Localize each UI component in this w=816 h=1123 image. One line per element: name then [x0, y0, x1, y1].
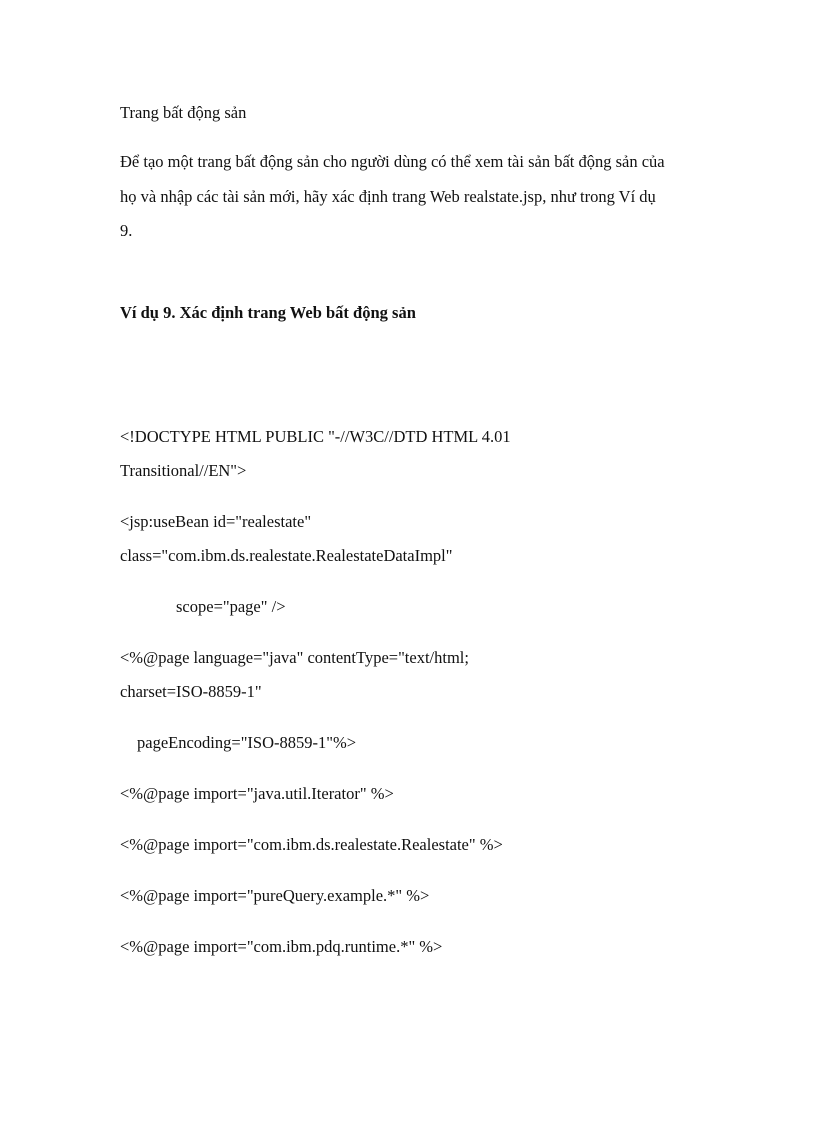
- code-usebean-line-3: scope="page" />: [176, 597, 286, 616]
- example-heading: Ví dụ 9. Xác định trang Web bất động sản: [120, 303, 416, 322]
- code-import-line-1: <%@page import="java.util.Iterator" %>: [120, 784, 394, 803]
- code-import-line-2: <%@page import="com.ibm.ds.realestate.Realestate" %>: [120, 835, 503, 854]
- code-doctype-line-1: <!DOCTYPE HTML PUBLIC "-//W3C//DTD HTML 4.01: [120, 427, 511, 446]
- intro-line-2: họ và nhập các tài sản mới, hãy xác định trang Web realstate.jsp, như trong Ví dụ: [120, 187, 656, 206]
- intro-line-1: Để tạo một trang bất động sản cho người dùng có thể xem tài sản bất động sản của: [120, 152, 665, 171]
- code-page-line-2: charset=ISO-8859-1": [120, 682, 262, 701]
- code-usebean-line-2: class="com.ibm.ds.realestate.RealestateDataImpl": [120, 546, 453, 565]
- code-doctype-line-2: Transitional//EN">: [120, 461, 247, 480]
- code-import-line-4: <%@page import="com.ibm.pdq.runtime.*" %>: [120, 937, 443, 956]
- intro-line-3: 9.: [120, 221, 133, 240]
- section-title: Trang bất động sản: [120, 103, 247, 122]
- code-import-line-3: <%@page import="pureQuery.example.*" %>: [120, 886, 430, 905]
- code-page-line-1: <%@page language="java" contentType="text/html;: [120, 648, 469, 667]
- code-page-line-3: pageEncoding="ISO-8859-1"%>: [137, 733, 357, 752]
- code-usebean-line-1: <jsp:useBean id="realestate": [120, 512, 312, 531]
